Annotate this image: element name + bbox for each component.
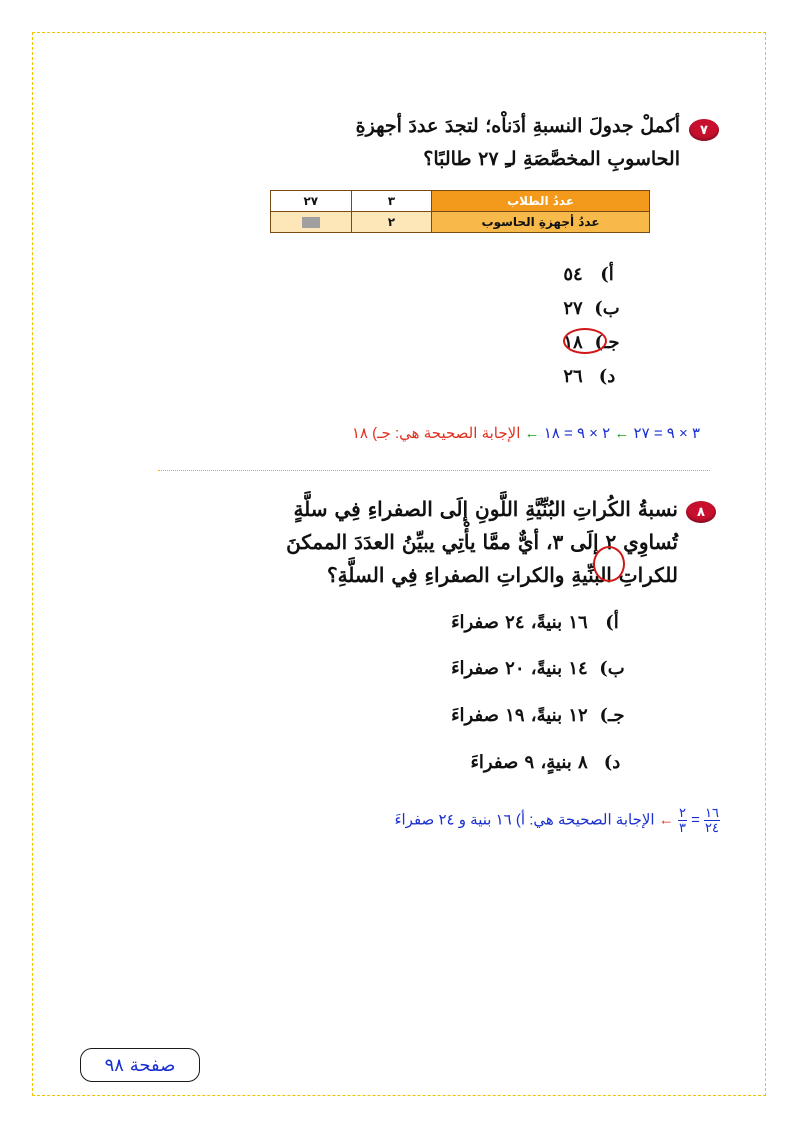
solution-answer: الإجابة الصحيحة هي: أ) ١٦ بنية و ٢٤ صفراءَ [394,811,655,829]
question-8-number: ٨ [697,504,705,520]
ratio-table-row-students [271,191,650,212]
option-letter: جـ) [594,332,620,353]
ratio-table-cell: ٣ [351,191,432,212]
q7-option-b[interactable] [563,298,625,319]
ratio-table-students-label: عددُ الطلاب [432,191,650,212]
fraction-denominator: ٢٤ [705,820,719,835]
selected-answer-circle [593,546,625,582]
question-8-number-badge [686,501,716,523]
option-value: ١٤ بنيةً، ٢٠ صفراءَ [451,658,588,679]
option-value: ١٨ [563,332,583,353]
question-7-line-2: الحاسوبِ المخصَّصَةِ لـِ ٢٧ طالبًا؟ [423,148,680,170]
fraction-2-3 [678,806,687,835]
option-value: ٥٤ [563,264,583,285]
option-letter: د) [598,366,616,387]
option-letter: ب) [594,298,620,319]
q7-option-d[interactable] [563,366,625,387]
question-8-line-1: نسبةُ الكُراتِ البُنِّيَّةِ اللَّونِ إلَى الصفراءِ فِي سلَّةٍ [293,497,678,521]
option-letter: أ) [600,264,614,285]
question-7-number: ٧ [700,122,708,138]
option-value: ٨ بنيةٍ، ٩ صفراءَ [470,752,588,773]
option-letter: أ) [605,612,619,633]
arrow-icon: ← [614,425,630,442]
option-value: ٢٧ [563,298,583,319]
q8-option-b[interactable] [451,658,630,679]
option-value: ٢٦ [563,366,583,387]
q7-solution-line [352,424,700,442]
selected-answer-circle [563,328,607,354]
option-letter: د) [603,752,621,773]
fraction-denominator: ٣ [678,820,686,835]
question-8-line-2: تُساوِي ٢ إلَى ٣، أيٌّ ممَّا يأْتِي يبيِّنُ العدَدَ الممكنَ [286,530,678,554]
question-7-number-badge [689,119,719,141]
arrow-icon: ← [524,425,540,442]
solution-step-1: ٣ × ٩ = ٢٧ [633,425,700,442]
q8-solution-line [394,806,720,835]
ratio-table-computers-label: عددُ أجهزةِ الحاسوب [432,212,650,233]
fraction-numerator: ١٦ [705,805,719,820]
question-8-line-3: للكراتِ البنِّيةِ والكراتِ الصفراءِ فِي السلَّةِ؟ [326,563,678,587]
unknown-value-box [302,217,320,228]
page-number-tag: صفحة ٩٨ [80,1048,200,1082]
solution-answer: الإجابة الصحيحة هي: جـ) ١٨ [351,425,521,442]
q8-option-d[interactable] [470,752,630,773]
fraction-numerator: ٢ [678,805,686,820]
q8-option-c[interactable] [451,705,630,726]
option-value: ١٢ بنيةً، ١٩ صفراءَ [451,705,588,726]
ratio-table-cell: ٢ [351,212,432,233]
ratio-table-unknown-cell [271,212,352,233]
question-7-line-1: أكملْ جدولَ النسبةِ أدَناْه؛ لتجدَ عددَ أجهزةِ [355,115,680,137]
equals-sign: = [691,811,700,829]
fraction-16-24 [704,806,720,835]
section-divider [158,470,710,471]
q8-option-a[interactable] [451,612,630,633]
ratio-table-cell: ٢٧ [271,191,352,212]
ratio-table-row-computers [271,212,650,233]
option-value: ١٦ بنيةً، ٢٤ صفراءَ [451,612,588,633]
option-letter: جـ) [599,705,625,726]
q7-option-a[interactable] [563,264,625,285]
arrow-icon: ← [658,811,674,829]
ratio-table [270,190,650,233]
option-letter: ب) [599,658,625,679]
solution-step-2: ٢ × ٩ = ١٨ [543,425,611,442]
